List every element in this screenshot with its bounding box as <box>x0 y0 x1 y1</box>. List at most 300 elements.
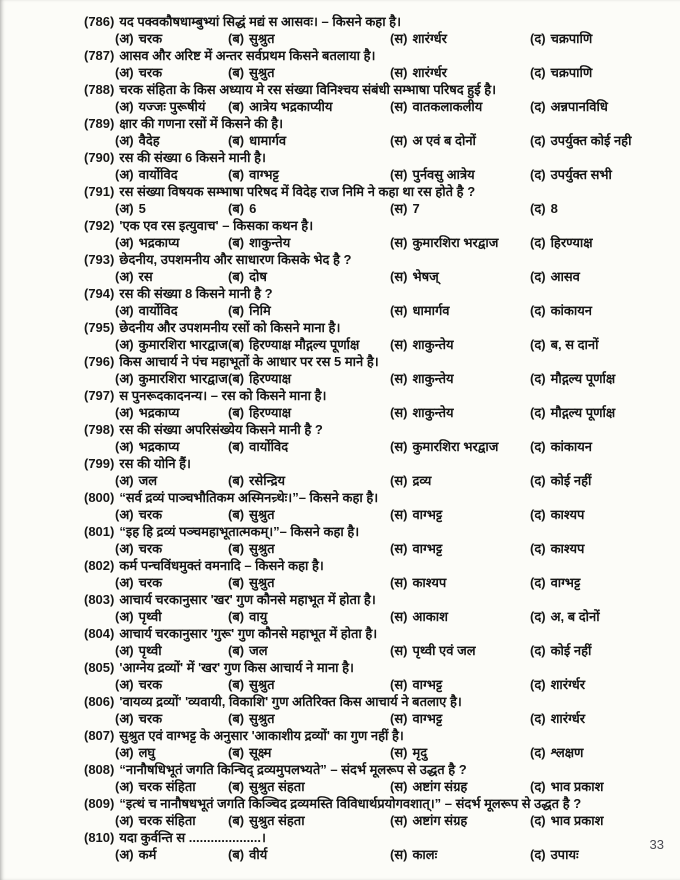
option-text: जल <box>138 473 158 488</box>
option-marker: (स) <box>390 371 408 386</box>
option-marker: (द) <box>530 235 546 250</box>
option-marker: (अ) <box>115 337 134 352</box>
question-number: (810) <box>84 830 115 845</box>
question-line <box>84 13 672 30</box>
option-marker: (स) <box>390 99 408 114</box>
option-text: भद्रकाप्य <box>138 405 180 420</box>
option-item <box>228 268 390 285</box>
question-block <box>84 183 672 217</box>
option-item <box>390 30 530 47</box>
question-text: यदा कुर्वन्ति स ....................। <box>119 830 266 845</box>
option-item <box>115 132 228 149</box>
question-number: (794) <box>84 286 115 301</box>
option-text: लघु <box>138 745 156 760</box>
option-item <box>530 472 672 489</box>
question-number: (793) <box>84 252 115 267</box>
option-text: पृथ्वी एवं जल <box>412 643 476 658</box>
option-item <box>530 676 672 693</box>
question-line <box>84 557 672 574</box>
options-row <box>115 710 672 727</box>
option-marker: (अ) <box>115 201 134 216</box>
option-text: अ, ब दोनों <box>550 609 600 624</box>
options-row <box>115 812 672 829</box>
question-block <box>84 319 672 353</box>
option-item <box>115 98 228 115</box>
question-line <box>84 625 672 642</box>
option-text: कोई नहीं <box>550 473 592 488</box>
option-text: कुमारशिरा भारद्वाज <box>138 371 228 386</box>
question-line <box>84 523 672 540</box>
option-text: हिरण्याक्ष मौद्गल्य पूर्णाक्ष <box>249 337 360 352</box>
option-text: धामार्गव <box>412 303 450 318</box>
option-item <box>530 744 672 761</box>
question-text: आचार्य चरकानुसार 'गुरू' गुण कौनसे महाभूत में होता है। <box>119 626 378 641</box>
option-item <box>530 778 672 795</box>
option-item <box>115 846 228 863</box>
option-text: कांकायन <box>550 303 593 318</box>
question-number: (791) <box>84 184 115 199</box>
option-item <box>228 302 390 319</box>
option-text: अ एवं ब दोनों <box>412 133 476 148</box>
options-row <box>115 64 672 81</box>
option-item <box>228 370 390 387</box>
option-marker: (स) <box>390 439 408 454</box>
option-marker: (स) <box>390 813 408 828</box>
option-text: दोष <box>249 269 267 284</box>
question-line <box>84 47 672 64</box>
option-text: सूक्ष्म <box>249 745 272 760</box>
option-text: वाग्भट्ट <box>550 575 581 590</box>
option-marker: (स) <box>390 677 408 692</box>
option-text: वाग्भट्ट <box>249 167 279 182</box>
option-marker: (द) <box>530 643 546 658</box>
question-number: (804) <box>84 626 115 641</box>
option-item <box>228 744 390 761</box>
option-marker: (अ) <box>115 813 134 828</box>
question-block <box>84 591 672 625</box>
option-item <box>530 166 672 183</box>
option-text: हिरण्याक्ष <box>249 371 292 386</box>
question-line <box>84 353 672 370</box>
option-text: मृदु <box>412 745 428 760</box>
option-marker: (स) <box>390 201 408 216</box>
option-marker: (द) <box>530 133 546 148</box>
question-number: (808) <box>84 762 115 777</box>
option-text: वार्योविद <box>138 167 178 182</box>
option-marker: (स) <box>390 575 408 590</box>
option-item <box>115 166 228 183</box>
option-text: चक्रपाणि <box>550 31 593 46</box>
option-marker: (द) <box>530 303 546 318</box>
option-text: शाकुन्तेय <box>412 405 454 420</box>
option-text: भाव प्रकाश <box>550 813 604 828</box>
option-item <box>530 438 672 455</box>
option-item <box>228 98 390 115</box>
option-item <box>390 778 530 795</box>
question-block <box>84 727 672 761</box>
option-marker: (ब) <box>228 779 245 794</box>
option-item <box>390 438 530 455</box>
option-marker: (अ) <box>115 779 134 794</box>
option-item <box>115 744 228 761</box>
question-line <box>84 489 672 506</box>
option-item <box>115 438 228 455</box>
option-item <box>530 642 672 659</box>
option-item <box>228 234 390 251</box>
option-item <box>228 710 390 727</box>
option-item <box>530 608 672 625</box>
option-text: शाकुन्तेय <box>249 235 291 250</box>
option-marker: (स) <box>390 609 408 624</box>
option-text: आत्रेय भद्रकाप्यीय <box>249 99 333 114</box>
option-text: सुश्रुत <box>249 507 275 522</box>
options-row <box>115 506 672 523</box>
option-item <box>228 404 390 421</box>
option-text: सुश्रुत <box>249 575 275 590</box>
question-number: (799) <box>84 456 115 471</box>
option-marker: (स) <box>390 303 408 318</box>
option-text: आसव <box>550 269 580 284</box>
question-text: यद पक्वकौषधाम्बुभ्यां सिद्धं मद्यं स आसवः। – किसने कहा है। <box>119 14 402 29</box>
option-item <box>530 30 672 47</box>
option-text: शारंर्ग्धर <box>412 65 447 80</box>
question-number: (787) <box>84 48 115 63</box>
option-marker: (अ) <box>115 745 134 760</box>
question-line <box>84 149 672 166</box>
question-number: (800) <box>84 490 115 505</box>
question-line <box>84 659 672 676</box>
option-item <box>115 506 228 523</box>
option-item <box>390 98 530 115</box>
options-row <box>115 98 672 115</box>
option-marker: (ब) <box>228 235 245 250</box>
option-item <box>530 98 672 115</box>
option-item <box>390 132 530 149</box>
option-marker: (द) <box>530 99 546 114</box>
option-item <box>390 370 530 387</box>
option-text: वार्योविद <box>249 439 289 454</box>
option-text: उपर्युक्त कोई नही <box>550 133 632 148</box>
option-item <box>390 234 530 251</box>
option-text: पुर्नवसु आत्रेय <box>412 167 475 182</box>
option-marker: (ब) <box>228 813 245 828</box>
option-text: ब, स दानों <box>550 337 599 352</box>
option-text: अष्टांग संग्रह <box>412 779 468 794</box>
option-marker: (अ) <box>115 269 134 284</box>
options-row <box>115 608 672 625</box>
option-marker: (द) <box>530 847 546 862</box>
question-number: (788) <box>84 82 115 97</box>
option-item <box>115 336 228 353</box>
question-text: आचार्य चरकानुसार 'खर' गुण कौनसे महाभूत में होता है। <box>119 592 376 607</box>
option-text: धामार्गव <box>249 133 287 148</box>
option-item <box>228 812 390 829</box>
option-text: चरक संहिता <box>138 813 196 828</box>
question-text: चरक संहिता के किस अध्याय मे रस संख्या विनिश्चय संबंधी सम्भाषा परिषद हुई है। <box>119 82 497 97</box>
options-row <box>115 744 672 761</box>
question-text: “सर्व द्रव्यं पाञ्चभौतिकम अस्मिनन्र्थेः।”– किसने कहा है। <box>119 490 379 505</box>
question-number: (798) <box>84 422 115 437</box>
option-marker: (अ) <box>115 167 134 182</box>
question-block <box>84 693 672 727</box>
option-item <box>390 166 530 183</box>
option-item <box>115 370 228 387</box>
question-text: 'वायव्य द्रव्यों' 'व्यवायी, विकाशि' गुण अतिरिक्त किस आचार्य ने बतलाए है। <box>119 694 462 709</box>
option-item <box>115 812 228 829</box>
options-row <box>115 574 672 591</box>
question-text: रस की योनि हैं। <box>119 456 191 471</box>
option-item <box>115 268 228 285</box>
option-text: कोई नहीं <box>550 643 592 658</box>
option-item <box>228 608 390 625</box>
question-block <box>84 217 672 251</box>
option-marker: (द) <box>530 745 546 760</box>
option-text: अन्नपानविधि <box>550 99 608 114</box>
option-marker: (ब) <box>228 99 245 114</box>
option-marker: (ब) <box>228 643 245 658</box>
option-item <box>115 302 228 319</box>
option-text: उपर्युक्त सभी <box>550 167 612 182</box>
option-marker: (ब) <box>228 609 245 624</box>
option-marker: (अ) <box>115 507 134 522</box>
option-item <box>228 166 390 183</box>
option-text: उपायः <box>550 847 579 862</box>
option-text: हिरण्याक्ष <box>550 235 593 250</box>
option-text: मौद्गल्य पूर्णाक्ष <box>550 405 616 420</box>
question-block <box>84 829 672 863</box>
option-marker: (स) <box>390 643 408 658</box>
page-number: 33 <box>649 837 664 852</box>
question-text: छेदनीय, उपशमनीय और साधारण किसके भेद है ? <box>119 252 352 267</box>
option-text: चरक <box>138 677 163 692</box>
question-text: क्षार की गणना रसों में किसने की है। <box>119 116 284 131</box>
option-text: कर्म <box>138 847 157 862</box>
option-text: सुश्रुत <box>249 541 275 556</box>
option-marker: (अ) <box>115 405 134 420</box>
option-marker: (द) <box>530 711 546 726</box>
option-text: चरक <box>138 575 163 590</box>
option-text: कांकायन <box>550 439 593 454</box>
options-row <box>115 200 672 217</box>
option-text: 6 <box>249 201 257 216</box>
option-item <box>228 30 390 47</box>
option-item <box>530 234 672 251</box>
question-block <box>84 149 672 183</box>
option-text: 5 <box>138 201 146 216</box>
option-text: सुश्रुत संहता <box>249 779 305 794</box>
option-marker: (स) <box>390 235 408 250</box>
options-row <box>115 778 672 795</box>
option-marker: (स) <box>390 473 408 488</box>
option-text: चरक संहिता <box>138 779 196 794</box>
option-item <box>530 540 672 557</box>
option-text: सुश्रुत <box>249 677 275 692</box>
option-text: वाग्भट्ट <box>412 711 443 726</box>
option-text: कालः <box>412 847 438 862</box>
option-marker: (द) <box>530 541 546 556</box>
option-text: वार्योविद <box>138 303 178 318</box>
option-marker: (ब) <box>228 745 245 760</box>
question-text: “नानौषधिभूतं जगति किन्चिद् द्रव्यमुपलभ्यते” – संदर्भ मूलरूप से उद्धत है ? <box>119 762 467 777</box>
option-marker: (ब) <box>228 337 245 352</box>
question-line <box>84 591 672 608</box>
option-marker: (ब) <box>228 677 245 692</box>
question-block <box>84 115 672 149</box>
question-number: (797) <box>84 388 115 403</box>
option-item <box>390 506 530 523</box>
question-line <box>84 455 672 472</box>
option-item <box>228 506 390 523</box>
option-text: काश्यप <box>412 575 447 590</box>
option-marker: (ब) <box>228 269 245 284</box>
option-marker: (द) <box>530 31 546 46</box>
option-text: रसेन्द्रिय <box>249 473 286 488</box>
option-text: पृथ्वी <box>138 643 162 658</box>
options-row <box>115 438 672 455</box>
option-item <box>390 302 530 319</box>
options-row <box>115 302 672 319</box>
option-item <box>390 404 530 421</box>
question-block <box>84 421 672 455</box>
option-marker: (ब) <box>228 201 245 216</box>
option-text: वाग्भट्ट <box>412 541 443 556</box>
option-text: शारंर्ग्धर <box>550 677 586 692</box>
option-marker: (अ) <box>115 473 134 488</box>
option-text: अष्टांग संग्रह <box>412 813 468 828</box>
option-marker: (स) <box>390 65 408 80</box>
option-text: श्लक्षण <box>550 745 584 760</box>
option-text: शारंर्ग्धर <box>550 711 586 726</box>
option-marker: (स) <box>390 405 408 420</box>
question-block <box>84 455 672 489</box>
option-item <box>228 846 390 863</box>
option-item <box>115 472 228 489</box>
option-text: वैदेह <box>138 133 160 148</box>
option-marker: (स) <box>390 133 408 148</box>
option-marker: (स) <box>390 745 408 760</box>
question-block <box>84 795 672 829</box>
options-row <box>115 234 672 251</box>
question-number: (795) <box>84 320 115 335</box>
option-item <box>228 336 390 353</box>
question-block <box>84 251 672 285</box>
options-row <box>115 642 672 659</box>
question-block <box>84 523 672 557</box>
option-text: सुश्रुत <box>249 711 275 726</box>
option-marker: (द) <box>530 813 546 828</box>
option-item <box>228 438 390 455</box>
option-marker: (ब) <box>228 575 245 590</box>
option-item <box>390 574 530 591</box>
options-row <box>115 30 672 47</box>
options-row <box>115 132 672 149</box>
question-line <box>84 761 672 778</box>
option-text: निमि <box>249 303 271 318</box>
option-item <box>530 200 672 217</box>
option-text: चरक <box>138 31 163 46</box>
option-marker: (अ) <box>115 847 134 862</box>
option-marker: (ब) <box>228 541 245 556</box>
option-text: वाग्भट्ट <box>412 507 443 522</box>
option-item <box>530 336 672 353</box>
option-text: कुमारशिरा भारद्वाज <box>138 337 228 352</box>
option-item <box>390 846 530 863</box>
option-text: यज्जः पुरूषीयं <box>138 99 206 114</box>
option-text: काश्यप <box>550 507 585 522</box>
option-text: कुमारशिरा भरद्वाज <box>412 439 499 454</box>
option-marker: (ब) <box>228 439 245 454</box>
option-text: शारंर्ग्धर <box>412 31 447 46</box>
option-item <box>115 710 228 727</box>
option-item <box>228 132 390 149</box>
option-text: वायु <box>249 609 268 624</box>
options-row <box>115 370 672 387</box>
option-item <box>115 540 228 557</box>
option-item <box>390 642 530 659</box>
option-item <box>530 268 672 285</box>
question-line <box>84 115 672 132</box>
question-block <box>84 353 672 387</box>
option-text: वातकलाकलीय <box>412 99 483 114</box>
option-item <box>530 404 672 421</box>
options-row <box>115 404 672 421</box>
question-line <box>84 285 672 302</box>
option-marker: (स) <box>390 507 408 522</box>
question-number: (790) <box>84 150 115 165</box>
question-text: 'आग्नेय द्रव्यों' में 'खर' गुण किस आचार्य ने माना है। <box>119 660 354 675</box>
option-marker: (ब) <box>228 405 245 420</box>
question-number: (792) <box>84 218 115 233</box>
option-text: वीर्य <box>249 847 268 862</box>
option-marker: (ब) <box>228 65 245 80</box>
question-line <box>84 217 672 234</box>
question-block <box>84 489 672 523</box>
option-text: चक्रपाणि <box>550 65 593 80</box>
option-text: 8 <box>550 201 558 216</box>
question-line <box>84 727 672 744</box>
option-marker: (द) <box>530 337 546 352</box>
option-marker: (ब) <box>228 133 245 148</box>
option-marker: (अ) <box>115 677 134 692</box>
question-text: रस की संख्या 8 किसने मानी है ? <box>119 286 273 301</box>
option-item <box>390 608 530 625</box>
option-marker: (द) <box>530 405 546 420</box>
question-text: कर्म पन्चविंधमुक्तं वमनादि – किसने कहा है। <box>119 558 324 573</box>
option-text: 7 <box>412 201 420 216</box>
option-marker: (द) <box>530 507 546 522</box>
option-marker: (अ) <box>115 439 134 454</box>
option-text: सुश्रुत <box>249 65 275 80</box>
option-item <box>390 472 530 489</box>
option-item <box>228 472 390 489</box>
question-text: रस की संख्या अपरिसंख्येय किसने मानी है ? <box>119 422 323 437</box>
option-marker: (ब) <box>228 167 245 182</box>
option-marker: (अ) <box>115 99 134 114</box>
option-text: शाकुन्तेय <box>412 371 454 386</box>
option-text: भेषज् <box>412 269 439 284</box>
option-item <box>530 812 672 829</box>
options-row <box>115 540 672 557</box>
option-item <box>390 710 530 727</box>
option-item <box>228 540 390 557</box>
option-text: जल <box>249 643 268 658</box>
option-item <box>390 268 530 285</box>
option-marker: (स) <box>390 269 408 284</box>
option-item <box>228 778 390 795</box>
option-text: सुश्रुत संहता <box>249 813 305 828</box>
option-text: आकाश <box>412 609 448 624</box>
question-block <box>84 81 672 115</box>
